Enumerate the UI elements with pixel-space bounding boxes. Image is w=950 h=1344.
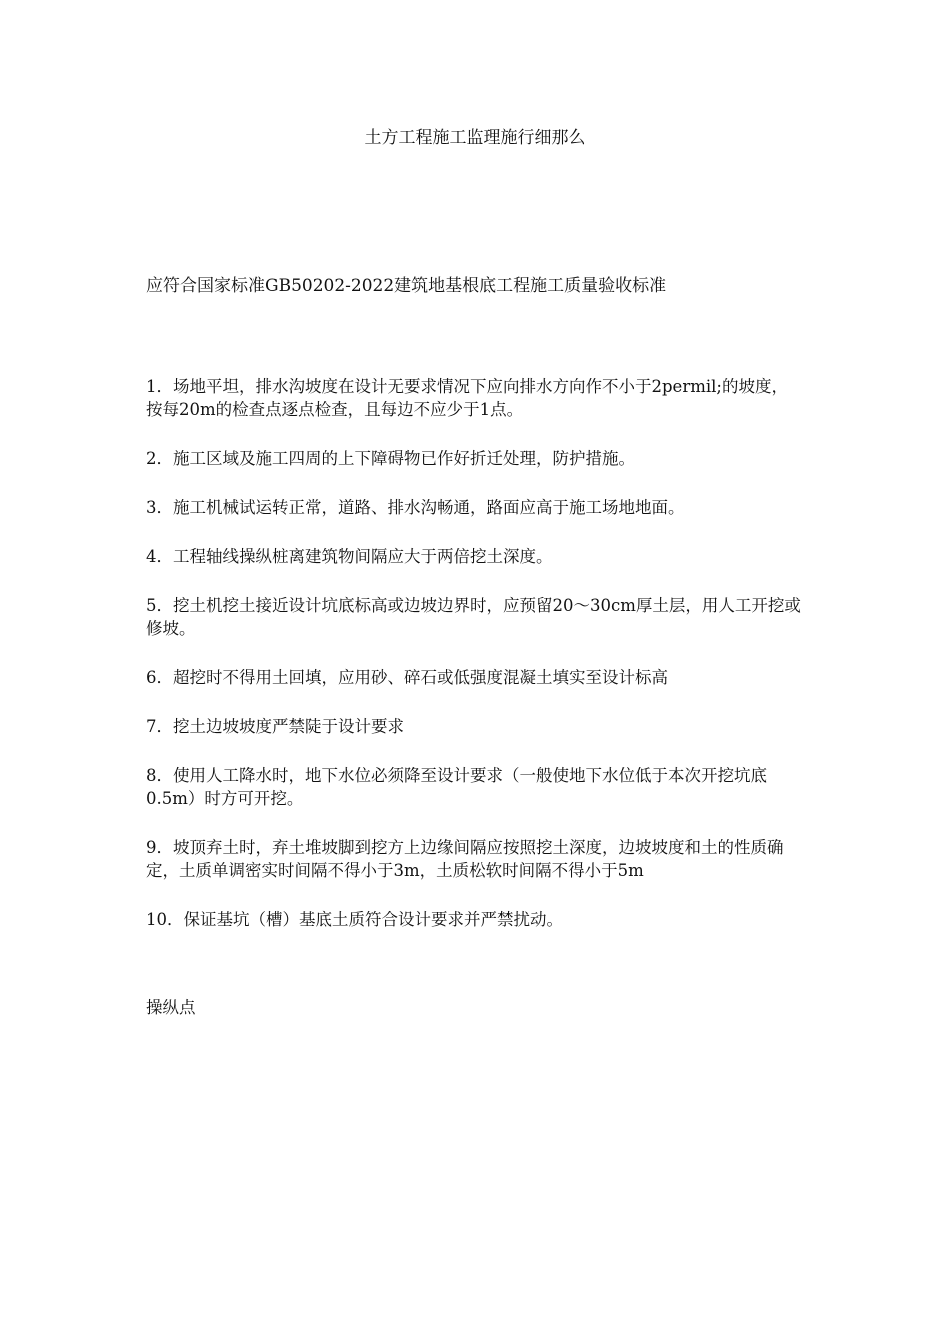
- standard-reference: 应符合国家标准GB50202-2022建筑地基根底工程施工质量验收标准: [146, 276, 667, 296]
- requirement-item-10: 10．保证基坑（槽）基底土质符合设计要求并严禁扰动。: [146, 910, 563, 929]
- requirement-item-2: 2．施工区域及施工四周的上下障碍物已作好折迁处理，防护措施。: [146, 449, 635, 468]
- requirement-item-5: 5．挖土机挖土接近设计坑底标高或边坡边界时，应预留20～30cm厚土层，用人工开挖或修坡。: [146, 596, 801, 638]
- control-points-heading: 操纵点: [146, 998, 196, 1017]
- requirement-item-1: 1．场地平坦，排水沟坡度在设计无要求情况下应向排水方向作不小于2permil;的坡度，按每20m的检查点逐点检查，且每边不应少于1点。: [146, 377, 788, 419]
- requirement-item-9: 9．坡顶弃土时，弃土堆坡脚到挖方上边缘间隔应按照挖土深度，边坡坡度和土的性质确定，土质单调密实时间隔不得小于3m，土质松软时间隔不得小于5m: [146, 838, 784, 880]
- requirement-item-7: 7．挖土边坡坡度严禁陡于设计要求: [146, 717, 404, 736]
- requirement-item-4: 4．工程轴线操纵桩离建筑物间隔应大于两倍挖土深度。: [146, 547, 553, 566]
- requirement-item-6: 6．超挖时不得用土回填，应用砂、碎石或低强度混凝土填实至设计标高: [146, 668, 668, 687]
- document-title: 土方工程施工监理施行细那么: [364, 128, 586, 148]
- requirement-list: [146, 375, 801, 957]
- requirement-item-3: 3．施工机械试运转正常，道路、排水沟畅通，路面应高于施工场地地面。: [146, 498, 685, 517]
- requirement-item-8: 8．使用人工降水时，地下水位必须降至设计要求（一般使地下水位低于本次开挖坑底0.5m）时方可开挖。: [146, 766, 767, 808]
